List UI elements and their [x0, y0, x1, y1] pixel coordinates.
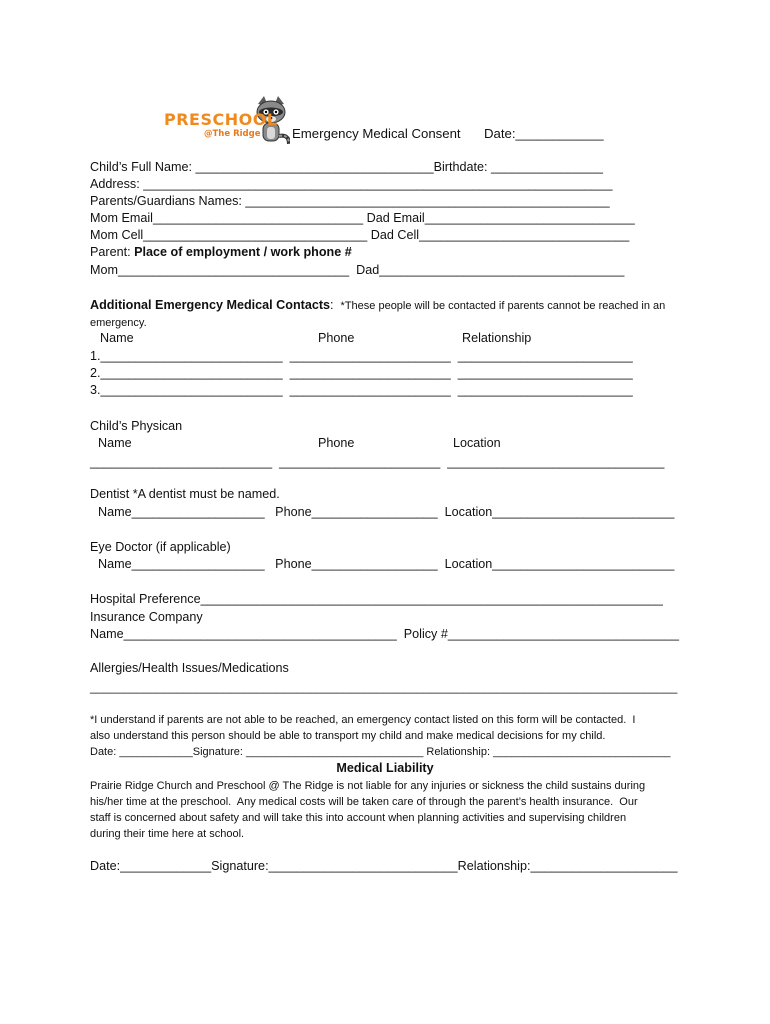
child-name-field[interactable]: Child’s Full Name: __________________________________Birthdate: ________________ — [90, 160, 604, 174]
physician-col-phone: Phone — [318, 436, 355, 450]
allergies-field[interactable]: ________________________________________________________________________________________ — [90, 680, 678, 694]
employment-heading: Place of employment / work phone # — [134, 245, 352, 259]
preschool-logo — [160, 88, 290, 148]
physician-row[interactable]: __________________________ _______________________ _______________________________ — [90, 455, 665, 469]
contacts-note: *These people will be contacted if parents cannot be reached in an — [340, 300, 666, 312]
contacts-col-name: Name — [100, 331, 134, 345]
physician-col-location: Location — [453, 436, 501, 450]
contacts-heading-colon: : — [330, 298, 341, 312]
contact-row-3[interactable]: 3.__________________________ _______________________ _________________________ — [90, 383, 633, 397]
guardians-field[interactable]: Parents/Guardians Names: ____________________________________________________ — [90, 194, 610, 208]
hospital-preference-field[interactable]: Hospital Preference__________________________________________________________________ — [90, 592, 663, 606]
contact-row-1[interactable]: 1.__________________________ _______________________ _________________________ — [90, 349, 633, 363]
liability-signature-fields[interactable]: Date:_____________Signature:___________________________Relationship:_____________________ — [90, 859, 678, 873]
liability-text-3: staff is concerned about safety and will take this into account when planning activities and supervising children — [90, 812, 627, 824]
allergies-label: Allergies/Health Issues/Medications — [90, 661, 289, 675]
contacts-heading-row — [90, 298, 665, 314]
email-fields[interactable]: Mom Email______________________________ Dad Email______________________________ — [90, 211, 635, 225]
contact-row-2[interactable]: 2.__________________________ _______________________ _________________________ — [90, 366, 633, 380]
liability-heading: Medical Liability — [336, 761, 434, 775]
dentist-row[interactable]: Name___________________ Phone__________________ Location__________________________ — [98, 505, 675, 519]
contacts-heading: Additional Emergency Medical Contacts — [90, 298, 331, 312]
logo-wordmark: PRESCHOOL — [164, 110, 278, 129]
liability-text-2: his/her time at the preschool. Any medical costs will be taken care of through the parent’s health insurance. Our — [90, 796, 638, 808]
insurance-fields[interactable]: Name_______________________________________ Policy #_________________________________ — [90, 627, 679, 641]
logo-subtitle: @The Ridge — [204, 129, 261, 139]
address-field[interactable]: Address: ___________________________________________________________________ — [90, 177, 613, 191]
cell-fields[interactable]: Mom Cell________________________________ Dad Cell______________________________ — [90, 228, 630, 242]
dentist-heading: Dentist *A dentist must be named. — [90, 487, 280, 501]
contacts-note-continued: emergency. — [90, 317, 147, 329]
contacts-col-relationship: Relationship — [462, 331, 532, 345]
eye-doctor-heading: Eye Doctor (if applicable) — [90, 540, 231, 554]
form-title: Emergency Medical Consent — [292, 126, 461, 141]
header-date-field[interactable]: Date:____________ — [484, 126, 604, 141]
insurance-label: Insurance Company — [90, 610, 203, 624]
eye-doctor-row[interactable]: Name___________________ Phone__________________ Location__________________________ — [98, 557, 675, 571]
liability-text-4: during their time here at school. — [90, 828, 245, 840]
employment-prefix: Parent: — [90, 245, 135, 259]
consent-signature-fields[interactable]: Date: ____________Signature: _____________________________ Relationship: _____________________________ — [90, 746, 671, 758]
consent-text-1: *I understand if parents are not able to be reached, an emergency contact listed on this form will be contacted. I — [90, 714, 636, 726]
contacts-col-phone: Phone — [318, 331, 355, 345]
liability-text-1: Prairie Ridge Church and Preschool @ The Ridge is not liable for any injuries or sickness the child sustains during — [90, 780, 646, 792]
physician-heading: Child’s Physican — [90, 419, 183, 433]
employment-label — [90, 245, 352, 260]
physician-col-name: Name — [98, 436, 132, 450]
employment-fields[interactable]: Mom_________________________________ Dad___________________________________ — [90, 263, 625, 277]
consent-text-2: also understand this person should be able to transport my child and make medical decisions for my child. — [90, 730, 606, 742]
